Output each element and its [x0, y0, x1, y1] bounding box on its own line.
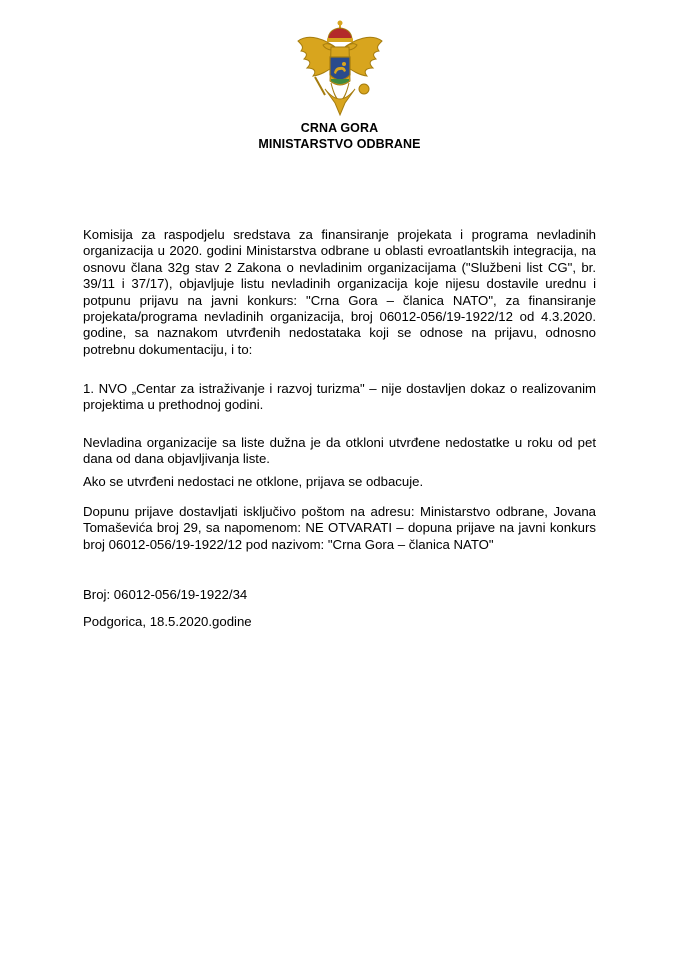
montenegro-coat-of-arms-icon — [295, 19, 385, 121]
rejection-paragraph: Ako se utvrđeni nedostaci ne otklone, prijava se odbacuje. — [83, 474, 424, 489]
list-item: 1. NVO „Centar za istraživanje i razvoj turizma" – nije dostavljen dokaz o realizovanim projektima u prethodnoj godini. — [83, 381, 596, 413]
shield-icon — [330, 57, 350, 84]
supplement-paragraph: Dopunu prijave dostavljati isključivo poštom na adresu: Ministarstvo odbrane, Jovana Tomaševića broj 29, sa napomenom: NE OTVARATI – dopuna prijave na javni konkurs broj 06012-056/19-1922/12 pod nazivom: "Crna Gora – članica NATO" — [83, 504, 596, 552]
ministry-title: MINISTARSTVO ODBRANE — [258, 137, 421, 151]
place-date: Podgorica, 18.5.2020.godine — [83, 614, 252, 629]
intro-paragraph: Komisija za raspodjelu sredstava za finansiranje projekata i programa nevladinih organizacija u 2020. godini Ministarstva odbrane u oblasti evroatlantskih integracija, na osnovu člana 32g stav 2 Zakona o nevladinim organizacijama ("Službeni list CG", br. 39/11 i 37/17), objavljuje listu nevladinih organizacija koje nijesu dostavile urednu i potpunu prijavu na javni konkurs: "Crna Gora – članica NATO", za finansiranje projekata/programa nevladinih organizacija, broj 06012-056/19-1922/12 od 4.3.2020. godine, sa naznakom utvrđenih nedostataka koji se odnose na prijavu, odnosno potrebnu dokumentaciju, i to: — [83, 227, 596, 357]
crown-icon — [327, 21, 353, 43]
document-number: Broj: 06012-056/19-1922/34 — [83, 587, 248, 602]
country-title: CRNA GORA — [300, 121, 379, 135]
obligation-paragraph: Nevladina organizacije sa liste dužna je da otkloni utvrđene nedostatke u roku od pet dana od dana objavljivanja liste. — [83, 435, 596, 467]
